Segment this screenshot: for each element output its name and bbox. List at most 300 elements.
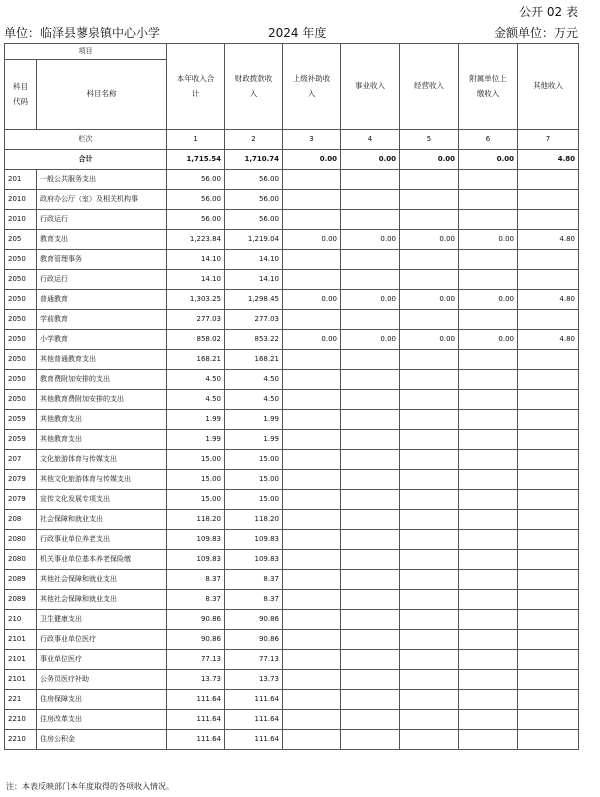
amount-cell	[459, 490, 518, 510]
amount-cell	[400, 190, 459, 210]
amount-cell: 168.21	[225, 350, 283, 370]
table-row	[5, 470, 579, 490]
amount-cell	[400, 270, 459, 290]
amount-cell: 14.10	[167, 270, 225, 290]
subject-name-cell: 行政运行	[37, 270, 167, 290]
row-number-cell: 1	[167, 130, 225, 150]
amount-cell	[459, 350, 518, 370]
amount-cell	[341, 310, 400, 330]
amount-cell	[459, 590, 518, 610]
header-col-6: 附属单位上 缴收入	[459, 44, 518, 130]
amount-cell	[400, 590, 459, 610]
amount-cell: 0.00	[341, 230, 400, 250]
amount-cell: 118.20	[167, 510, 225, 530]
subject-code-cell: 2010	[5, 190, 37, 210]
amount-cell: 8.37	[167, 570, 225, 590]
amount-cell: 1,298.45	[225, 290, 283, 310]
subject-name-cell: 其他社会保障和就业支出	[37, 570, 167, 590]
amount-cell: 1,303.25	[167, 290, 225, 310]
table-row	[5, 550, 579, 570]
header-subject-name: 科目名称	[37, 60, 167, 130]
subject-name-cell: 文化旅游体育与传媒支出	[37, 450, 167, 470]
amount-cell: 0.00	[400, 330, 459, 350]
subject-name-cell: 公务员医疗补助	[37, 670, 167, 690]
subject-code-cell: 2101	[5, 670, 37, 690]
amount-cell	[283, 210, 341, 230]
total-cell: 0.00	[400, 150, 459, 170]
table-row	[5, 630, 579, 650]
amount-cell: 0.00	[400, 290, 459, 310]
subject-code-cell: 2050	[5, 310, 37, 330]
amount-cell: 1,223.84	[167, 230, 225, 250]
row-number-cell: 4	[341, 130, 400, 150]
amount-cell	[400, 690, 459, 710]
table-row	[5, 450, 579, 470]
amount-cell	[518, 490, 579, 510]
amount-cell	[341, 430, 400, 450]
subject-code-cell: 2050	[5, 270, 37, 290]
amount-cell	[283, 550, 341, 570]
amount-cell	[459, 510, 518, 530]
amount-cell	[400, 610, 459, 630]
subject-name-cell: 小学教育	[37, 330, 167, 350]
amount-cell: 109.83	[167, 530, 225, 550]
subject-code-cell: 210	[5, 610, 37, 630]
amount-cell	[341, 370, 400, 390]
amount-cell: 13.73	[225, 670, 283, 690]
amount-cell	[341, 270, 400, 290]
amount-cell	[400, 650, 459, 670]
amount-cell	[518, 510, 579, 530]
amount-cell: 56.00	[167, 170, 225, 190]
amount-cell: 4.50	[167, 390, 225, 410]
subject-code-cell: 2101	[5, 650, 37, 670]
amount-cell	[400, 670, 459, 690]
amount-cell: 4.80	[518, 230, 579, 250]
subject-name-cell: 机关事业单位基本养老保险缴	[37, 550, 167, 570]
amount-cell	[283, 730, 341, 750]
amount-cell: 118.20	[225, 510, 283, 530]
amount-cell	[459, 250, 518, 270]
subject-name-cell: 普通教育	[37, 290, 167, 310]
amount-cell	[518, 310, 579, 330]
amount-cell	[283, 670, 341, 690]
total-row	[5, 150, 579, 170]
amount-cell	[341, 210, 400, 230]
amount-cell: 56.00	[225, 170, 283, 190]
amount-cell	[459, 410, 518, 430]
table-row	[5, 510, 579, 530]
amount-cell: 77.13	[225, 650, 283, 670]
amount-cell: 111.64	[225, 730, 283, 750]
amount-cell: 8.37	[225, 570, 283, 590]
amount-cell	[459, 190, 518, 210]
amount-cell	[459, 390, 518, 410]
subject-code-cell: 2059	[5, 410, 37, 430]
amount-cell	[459, 690, 518, 710]
row-number-cell: 5	[400, 130, 459, 150]
amount-cell	[341, 550, 400, 570]
amount-cell	[400, 410, 459, 430]
amount-cell: 111.64	[167, 710, 225, 730]
amount-cell: 4.50	[225, 370, 283, 390]
subject-code-cell: 201	[5, 170, 37, 190]
amount-cell: 0.00	[283, 330, 341, 350]
amount-cell: 56.00	[167, 190, 225, 210]
amount-cell	[283, 310, 341, 330]
amount-cell: 109.83	[225, 530, 283, 550]
amount-cell: 15.00	[225, 450, 283, 470]
amount-cell: 277.03	[167, 310, 225, 330]
amount-cell	[518, 390, 579, 410]
amount-cell	[400, 510, 459, 530]
amount-cell	[400, 430, 459, 450]
subject-code-cell: 207	[5, 450, 37, 470]
subject-name-cell: 行政事业单位养老支出	[37, 530, 167, 550]
total-cell: 1,715.54	[167, 150, 225, 170]
amount-cell	[341, 190, 400, 210]
amount-cell	[283, 530, 341, 550]
amount-cell: 1.99	[167, 430, 225, 450]
table-row	[5, 410, 579, 430]
subject-code-cell: 2050	[5, 250, 37, 270]
subject-name-cell: 教育管理事务	[37, 250, 167, 270]
amount-cell: 0.00	[400, 230, 459, 250]
amount-cell	[283, 510, 341, 530]
subject-name-cell: 住房改革支出	[37, 710, 167, 730]
amount-cell	[341, 610, 400, 630]
subject-name-cell: 其他教育费附加安排的支出	[37, 390, 167, 410]
total-cell: 1,710.74	[225, 150, 283, 170]
amount-cell: 90.86	[225, 610, 283, 630]
amount-cell	[341, 510, 400, 530]
amount-cell: 168.21	[167, 350, 225, 370]
subject-name-cell: 学前教育	[37, 310, 167, 330]
amount-cell	[518, 270, 579, 290]
table-row	[5, 250, 579, 270]
amount-cell: 15.00	[167, 470, 225, 490]
subject-code-cell: 2079	[5, 490, 37, 510]
amount-cell	[518, 450, 579, 470]
table-row	[5, 730, 579, 750]
amount-cell	[283, 650, 341, 670]
amount-cell	[518, 430, 579, 450]
amount-cell	[518, 250, 579, 270]
table-row	[5, 690, 579, 710]
amount-cell	[400, 250, 459, 270]
subject-code-cell: 2050	[5, 330, 37, 350]
amount-cell	[341, 490, 400, 510]
amount-cell: 0.00	[341, 290, 400, 310]
amount-cell: 15.00	[225, 470, 283, 490]
amount-cell: 1.99	[225, 410, 283, 430]
amount-cell	[459, 530, 518, 550]
amount-cell	[459, 430, 518, 450]
subject-code-cell: 205	[5, 230, 37, 250]
amount-cell	[341, 410, 400, 430]
amount-cell	[459, 310, 518, 330]
amount-cell	[283, 250, 341, 270]
table-row	[5, 670, 579, 690]
subject-name-cell: 其他社会保障和就业支出	[37, 590, 167, 610]
amount-cell	[283, 710, 341, 730]
subject-code-cell: 2050	[5, 350, 37, 370]
amount-cell	[459, 270, 518, 290]
table-row	[5, 530, 579, 550]
subject-name-cell: 住房保障支出	[37, 690, 167, 710]
subject-name-cell: 教育支出	[37, 230, 167, 250]
amount-cell	[400, 210, 459, 230]
subject-code-cell: 221	[5, 690, 37, 710]
amount-cell: 4.50	[225, 390, 283, 410]
table-row	[5, 570, 579, 590]
total-label: 合计	[5, 150, 167, 170]
amount-cell	[459, 730, 518, 750]
amount-cell	[341, 470, 400, 490]
report-info-line	[4, 24, 578, 40]
amount-cell	[341, 730, 400, 750]
amount-cell	[283, 590, 341, 610]
subject-name-cell: 其他教育支出	[37, 410, 167, 430]
table-row	[5, 430, 579, 450]
amount-cell: 13.73	[167, 670, 225, 690]
table-row	[5, 170, 579, 190]
unit-label: 单位：临泽县蓼泉镇中心小学	[4, 26, 161, 40]
amount-cell	[400, 710, 459, 730]
table-row	[5, 490, 579, 510]
income-summary-table	[4, 43, 579, 750]
header-col-4: 事业收入	[341, 44, 400, 130]
subject-code-cell: 2080	[5, 530, 37, 550]
row-number-label: 栏次	[5, 130, 167, 150]
subject-name-cell: 卫生健康支出	[37, 610, 167, 630]
amount-cell: 0.00	[459, 230, 518, 250]
row-number-row	[5, 130, 579, 150]
subject-code-cell: 2050	[5, 290, 37, 310]
amount-cell	[400, 490, 459, 510]
total-cell: 0.00	[341, 150, 400, 170]
subject-name-cell: 行政事业单位医疗	[37, 630, 167, 650]
table-row	[5, 330, 579, 350]
amount-cell: 111.64	[167, 690, 225, 710]
table-row	[5, 650, 579, 670]
subject-name-cell: 一般公共服务支出	[37, 170, 167, 190]
report-year: 2024 年度	[268, 26, 327, 40]
amount-cell	[459, 710, 518, 730]
amount-cell	[400, 390, 459, 410]
amount-cell: 0.00	[283, 230, 341, 250]
amount-cell: 1,219.04	[225, 230, 283, 250]
table-row	[5, 710, 579, 730]
header-col-2: 财政拨款收 入	[225, 44, 283, 130]
amount-cell	[400, 470, 459, 490]
amount-cell: 77.13	[167, 650, 225, 670]
amount-cell	[283, 470, 341, 490]
amount-cell: 0.00	[341, 330, 400, 350]
table-row	[5, 290, 579, 310]
amount-cell: 111.64	[225, 710, 283, 730]
amount-cell	[400, 370, 459, 390]
form-code: 公开 02 表	[519, 5, 578, 19]
amount-cell	[283, 350, 341, 370]
subject-code-cell: 208	[5, 510, 37, 530]
header-col-1: 本年收入合 计	[167, 44, 225, 130]
amount-cell	[459, 570, 518, 590]
amount-cell	[518, 190, 579, 210]
subject-name-cell: 其他文化旅游体育与传媒支出	[37, 470, 167, 490]
subject-code-cell: 2050	[5, 390, 37, 410]
amount-cell	[459, 550, 518, 570]
amount-cell	[400, 550, 459, 570]
header-col-5: 经营收入	[400, 44, 459, 130]
amount-cell: 1.99	[225, 430, 283, 450]
table-row	[5, 390, 579, 410]
amount-cell: 109.83	[225, 550, 283, 570]
subject-name-cell: 社会保障和就业支出	[37, 510, 167, 530]
amount-cell	[341, 530, 400, 550]
amount-cell	[518, 170, 579, 190]
amount-cell	[459, 470, 518, 490]
subject-code-cell: 2010	[5, 210, 37, 230]
amount-cell	[283, 450, 341, 470]
amount-cell	[400, 630, 459, 650]
subject-name-cell: 行政运行	[37, 210, 167, 230]
amount-cell	[341, 570, 400, 590]
amount-cell: 14.10	[225, 270, 283, 290]
amount-cell	[518, 630, 579, 650]
subject-name-cell: 其他普通教育支出	[37, 350, 167, 370]
subject-name-cell: 事业单位医疗	[37, 650, 167, 670]
amount-cell	[283, 570, 341, 590]
subject-code-cell: 2089	[5, 570, 37, 590]
subject-code-cell: 2079	[5, 470, 37, 490]
subject-code-cell: 2210	[5, 710, 37, 730]
subject-name-cell: 宣传文化发展专项支出	[37, 490, 167, 510]
amount-cell	[283, 630, 341, 650]
money-unit-label: 金额单位：万元	[493, 26, 578, 40]
amount-cell	[518, 210, 579, 230]
table-row	[5, 350, 579, 370]
amount-cell	[283, 170, 341, 190]
table-row	[5, 190, 579, 210]
amount-cell: 8.37	[225, 590, 283, 610]
amount-cell	[518, 670, 579, 690]
amount-cell	[283, 390, 341, 410]
subject-code-cell: 2210	[5, 730, 37, 750]
table-row	[5, 270, 579, 290]
row-number-cell: 2	[225, 130, 283, 150]
table-row	[5, 230, 579, 250]
amount-cell	[459, 450, 518, 470]
amount-cell	[459, 210, 518, 230]
table-row	[5, 210, 579, 230]
amount-cell: 14.10	[225, 250, 283, 270]
table-row	[5, 610, 579, 630]
amount-cell	[400, 530, 459, 550]
amount-cell	[459, 370, 518, 390]
table-row	[5, 310, 579, 330]
amount-cell	[283, 370, 341, 390]
amount-cell: 4.80	[518, 330, 579, 350]
amount-cell	[283, 690, 341, 710]
amount-cell	[518, 570, 579, 590]
amount-cell	[341, 650, 400, 670]
amount-cell: 858.02	[167, 330, 225, 350]
total-cell: 0.00	[459, 150, 518, 170]
amount-cell	[518, 710, 579, 730]
subject-name-cell: 住房公积金	[37, 730, 167, 750]
amount-cell	[518, 530, 579, 550]
row-number-cell: 6	[459, 130, 518, 150]
amount-cell	[459, 670, 518, 690]
amount-cell	[518, 350, 579, 370]
amount-cell: 14.10	[167, 250, 225, 270]
amount-cell	[459, 650, 518, 670]
amount-cell: 0.00	[459, 330, 518, 350]
amount-cell	[459, 630, 518, 650]
table-row	[5, 370, 579, 390]
amount-cell	[518, 590, 579, 610]
amount-cell	[400, 310, 459, 330]
amount-cell: 277.03	[225, 310, 283, 330]
amount-cell	[283, 270, 341, 290]
amount-cell	[518, 370, 579, 390]
amount-cell	[283, 410, 341, 430]
amount-cell: 90.86	[167, 630, 225, 650]
header-col-3: 上级补助收 入	[283, 44, 341, 130]
amount-cell	[341, 670, 400, 690]
amount-cell: 15.00	[225, 490, 283, 510]
row-number-cell: 3	[283, 130, 341, 150]
header-row-item	[5, 44, 579, 60]
amount-cell	[341, 170, 400, 190]
total-cell: 4.80	[518, 150, 579, 170]
amount-cell: 90.86	[167, 610, 225, 630]
subject-code-cell: 2080	[5, 550, 37, 570]
amount-cell: 111.64	[167, 730, 225, 750]
table-row	[5, 590, 579, 610]
amount-cell	[283, 610, 341, 630]
amount-cell: 853.22	[225, 330, 283, 350]
amount-cell	[459, 610, 518, 630]
amount-cell	[341, 250, 400, 270]
amount-cell	[400, 170, 459, 190]
amount-cell: 8.37	[167, 590, 225, 610]
subject-name-cell: 政府办公厅（室）及相关机构事	[37, 190, 167, 210]
subject-name-cell: 其他教育支出	[37, 430, 167, 450]
amount-cell	[341, 350, 400, 370]
amount-cell	[400, 450, 459, 470]
amount-cell: 4.80	[518, 290, 579, 310]
amount-cell	[518, 550, 579, 570]
amount-cell	[341, 690, 400, 710]
amount-cell	[283, 430, 341, 450]
amount-cell	[518, 610, 579, 630]
amount-cell: 4.50	[167, 370, 225, 390]
subject-name-cell: 教育费附加安排的支出	[37, 370, 167, 390]
amount-cell: 0.00	[459, 290, 518, 310]
amount-cell: 15.00	[167, 490, 225, 510]
subject-code-cell: 2101	[5, 630, 37, 650]
amount-cell	[518, 650, 579, 670]
total-cell: 0.00	[283, 150, 341, 170]
subject-code-cell: 2089	[5, 590, 37, 610]
amount-cell	[518, 470, 579, 490]
amount-cell: 90.86	[225, 630, 283, 650]
amount-cell: 1.99	[167, 410, 225, 430]
subject-code-cell: 2059	[5, 430, 37, 450]
header-item: 项目	[5, 44, 167, 60]
